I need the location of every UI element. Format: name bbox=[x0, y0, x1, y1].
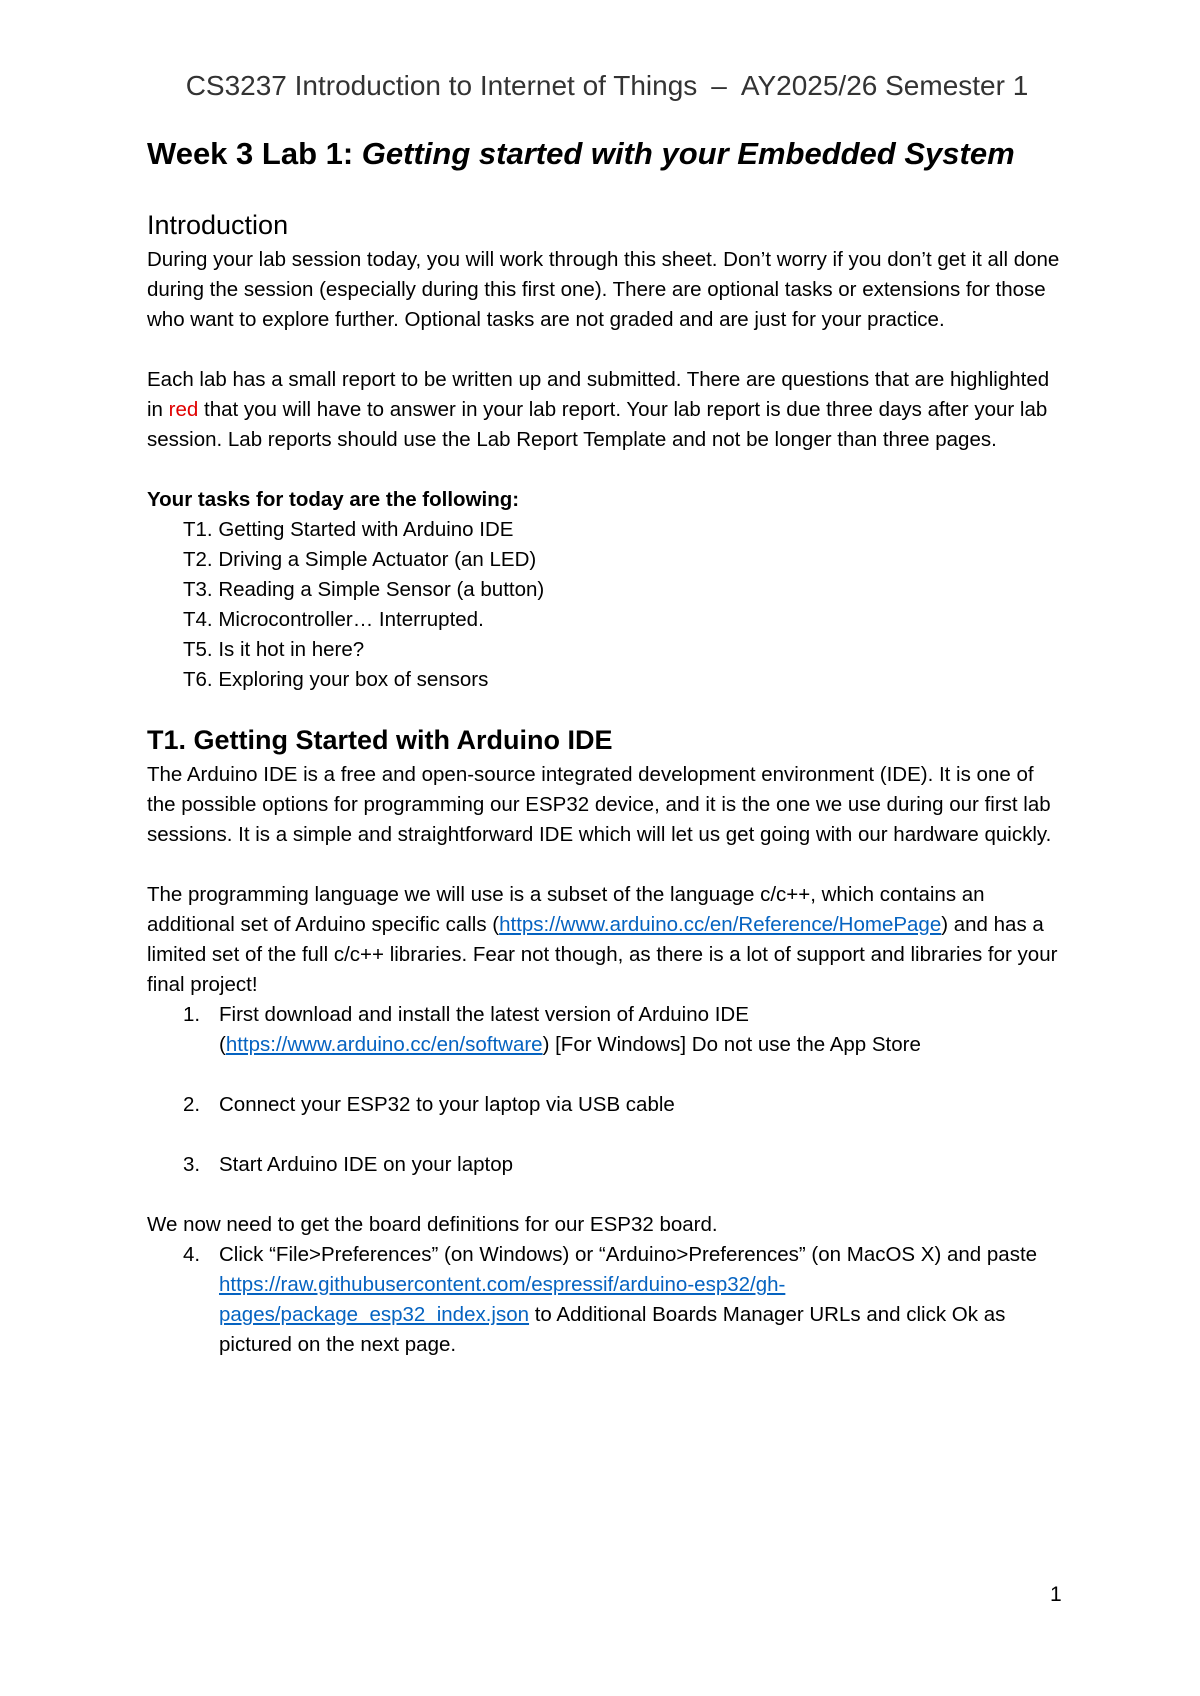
arduino-software-link[interactable]: https://www.arduino.cc/en/software bbox=[225, 1033, 543, 1056]
t1-p2-before: The programming language we will use is a subset of the language c/c++, which contains an additional set of Arduino specific calls ( bbox=[147, 883, 985, 936]
step-text: Start Arduino IDE on your laptop bbox=[219, 1153, 514, 1176]
red-highlight-word: red bbox=[168, 398, 199, 421]
arduino-reference-link[interactable]: https://www.arduino.cc/en/Reference/HomePage bbox=[499, 913, 942, 936]
step-text: Click “File>Preferences” (on Windows) or “Arduino>Preferences” (on MacOS X) and paste bbox=[219, 1243, 1038, 1266]
intro-p2-after: that you will have to answer in your lab report. Your lab report is due three days after your lab session. Lab reports should use the Lab Report Template and not be longer than three pages. bbox=[147, 398, 1048, 451]
introduction-heading: Introduction bbox=[147, 210, 289, 240]
task-item: T5. Is it hot in here? bbox=[183, 638, 365, 661]
esp32-board-index-link[interactable]: https://raw.githubusercontent.com/espressif/arduino-esp32/gh-pages/package_esp32_index.json bbox=[219, 1273, 786, 1326]
step-item bbox=[147, 1000, 1067, 1060]
step-number: 3. bbox=[183, 1153, 201, 1176]
step-item bbox=[147, 1150, 1067, 1180]
task-item: T2. Driving a Simple Actuator (an LED) bbox=[183, 548, 537, 571]
document-page bbox=[147, 70, 1067, 1360]
step-text-end: as pictured on the next page. bbox=[219, 1303, 1006, 1356]
semester-label: AY2025/26 Semester 1 bbox=[740, 70, 1029, 101]
step-item bbox=[147, 1240, 1067, 1360]
step-number: 4. bbox=[183, 1243, 201, 1266]
lab-title bbox=[147, 136, 1067, 172]
t1-paragraph-1: The Arduino IDE is a free and open-source integrated development environment (IDE). It is one of the possible options for programming our ESP32 device, and it is the one we use during our first lab sessions. It is a simple and straightforward IDE which will let us get going with our hardware quickly. bbox=[147, 763, 1052, 846]
task-list bbox=[147, 515, 1067, 695]
lab-title-prefix: Week 3 Lab 1: bbox=[147, 136, 362, 171]
task-item: T4. Microcontroller… Interrupted. bbox=[183, 608, 484, 631]
header-dash: – bbox=[711, 70, 727, 101]
step-text-after: to Additional Boards Manager URLs and click bbox=[529, 1303, 952, 1326]
task-item: T6. Exploring your box of sensors bbox=[183, 668, 489, 691]
course-title: CS3237 Introduction to Internet of Things bbox=[185, 70, 698, 101]
task-item: T1. Getting Started with Arduino IDE bbox=[183, 518, 514, 541]
t1-p2-after: ) and has a limited set of the full c/c++ libraries. Fear not though, as there is a lot of support and libraries for your final project! bbox=[147, 913, 1058, 996]
setup-steps bbox=[147, 1000, 1067, 1180]
task-item: T3. Reading a Simple Sensor (a button) bbox=[183, 578, 545, 601]
step-text: Connect your ESP32 to your laptop via USB cable bbox=[219, 1093, 675, 1116]
step-number: 2. bbox=[183, 1093, 201, 1116]
board-definitions-note: We now need to get the board definitions for our ESP32 board. bbox=[147, 1213, 718, 1236]
tasks-label: Your tasks for today are the following: bbox=[147, 488, 520, 511]
lab-title-italic: Getting started with your Embedded System bbox=[361, 136, 1015, 171]
t1-heading: T1. Getting Started with Arduino IDE bbox=[147, 725, 613, 755]
page-number: 1 bbox=[1050, 1583, 1062, 1606]
running-header bbox=[147, 70, 1067, 102]
step-number: 1. bbox=[183, 1003, 201, 1026]
intro-paragraph-2 bbox=[147, 365, 1067, 455]
ok-word: Ok bbox=[951, 1303, 978, 1326]
step-item bbox=[147, 1090, 1067, 1120]
intro-p2-before: Each lab has a small report to be written up and submitted. There are questions that are highlighted in bbox=[147, 368, 1050, 421]
t1-paragraph-2 bbox=[147, 880, 1067, 1000]
setup-steps-continued bbox=[147, 1240, 1067, 1360]
intro-paragraph-1: During your lab session today, you will work through this sheet. Don’t worry if you don’t get it all done during the session (especially during this first one). There are optional tasks or extensions for those who want to explore further. Optional tasks are not graded and are just for your practice. bbox=[147, 248, 1060, 331]
step-text-after: ) [For Windows] Do not use the App Store bbox=[542, 1033, 921, 1056]
step-text: First download and install the latest version of Arduino IDE ( bbox=[219, 1003, 749, 1056]
